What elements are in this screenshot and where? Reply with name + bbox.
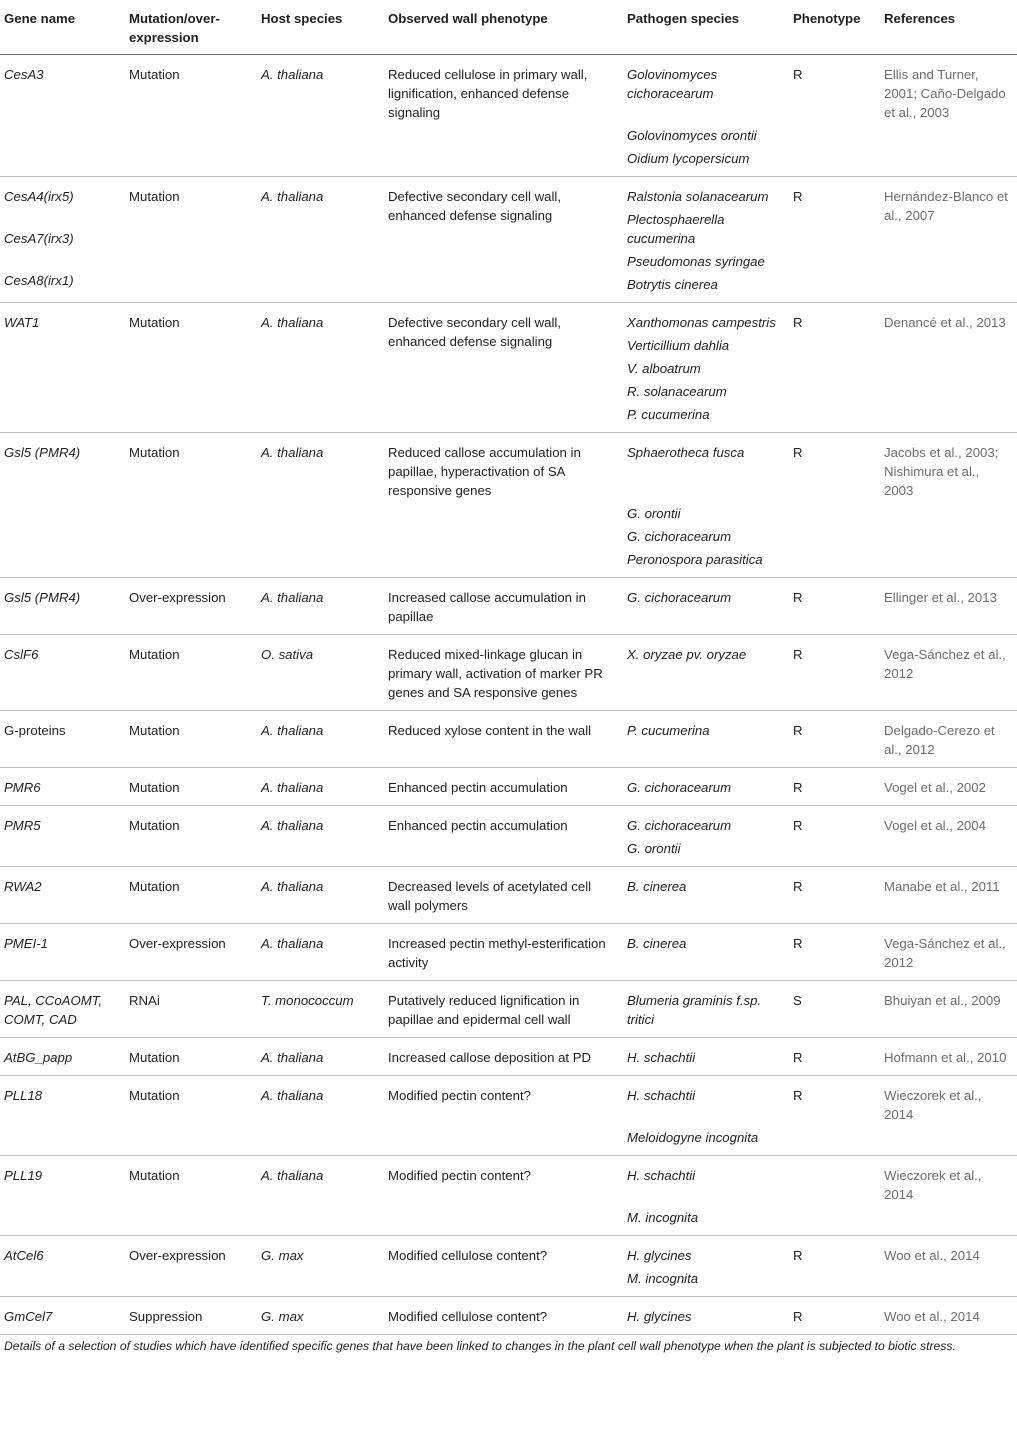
table-row bbox=[0, 1236, 1017, 1297]
table-row bbox=[0, 55, 1017, 177]
pathogen-name: G. orontii bbox=[627, 506, 681, 521]
mutation-cell: Mutation bbox=[125, 1076, 257, 1156]
pathogen-species-cell bbox=[623, 1038, 789, 1076]
pathogen-species-cell bbox=[623, 1297, 789, 1335]
wall-phenotype-cell: Putatively reduced lignification in papillae and epidermal cell wall bbox=[384, 981, 623, 1038]
gene-name: Gsl5 (PMR4) bbox=[4, 590, 81, 605]
host-species-cell: G. max bbox=[257, 1236, 384, 1297]
gene-name: CesA3 bbox=[4, 67, 44, 82]
pathogen-name: Plectosphaerella cucumerina bbox=[627, 212, 725, 246]
pathogen-species-cell bbox=[623, 433, 789, 578]
gene-name: AtBG_papp bbox=[4, 1050, 73, 1065]
phenotype-cell: S bbox=[789, 981, 880, 1038]
references-cell: Ellis and Turner, 2001; Caño-Delgado et al., 2003 bbox=[880, 55, 1017, 177]
gene-name: CesA7(irx3) bbox=[4, 231, 74, 246]
header-references: References bbox=[880, 0, 1017, 55]
gene-name-cell bbox=[0, 578, 125, 635]
table-row bbox=[0, 303, 1017, 433]
table-row bbox=[0, 806, 1017, 867]
pathogen-species-cell bbox=[623, 711, 789, 768]
pathogen-name: Peronospora parasitica bbox=[627, 552, 763, 567]
references-cell: Ellinger et al., 2013 bbox=[880, 578, 1017, 635]
table-row bbox=[0, 711, 1017, 768]
pathogen-species-cell bbox=[623, 1076, 789, 1156]
pathogen-species-cell bbox=[623, 806, 789, 867]
table-row bbox=[0, 1297, 1017, 1335]
table-caption: Details of a selection of studies which have identified specific genes that have been linked to changes in the plant cell wall phenotype when the plant is subjected to biotic stress. bbox=[4, 1339, 956, 1353]
pathogen-species-cell bbox=[623, 635, 789, 711]
pathogen-name: H. schachtii bbox=[627, 1168, 696, 1183]
references-cell: Vogel et al., 2004 bbox=[880, 806, 1017, 867]
host-species-cell: A. thaliana bbox=[257, 924, 384, 981]
mutation-cell: Mutation bbox=[125, 303, 257, 433]
wall-phenotype-cell: Enhanced pectin accumulation bbox=[384, 768, 623, 806]
host-species-cell: A. thaliana bbox=[257, 1076, 384, 1156]
mutation-cell: Mutation bbox=[125, 1156, 257, 1236]
header-phenotype: Phenotype bbox=[789, 0, 880, 55]
references-cell: Bhuiyan et al., 2009 bbox=[880, 981, 1017, 1038]
gene-name-cell bbox=[0, 1076, 125, 1156]
references-cell: Vogel et al., 2002 bbox=[880, 768, 1017, 806]
references-cell: Wieczorek et al., 2014 bbox=[880, 1156, 1017, 1236]
pathogen-name: G. cichoracearum bbox=[627, 590, 732, 605]
pathogen-species-cell bbox=[623, 981, 789, 1038]
pathogen-name: V. alboatrum bbox=[627, 361, 701, 376]
gene-name: PMEI-1 bbox=[4, 936, 48, 951]
phenotype-cell bbox=[789, 1156, 880, 1236]
wall-phenotype-cell: Increased callose accumulation in papillae bbox=[384, 578, 623, 635]
references-cell: Jacobs et al., 2003; Nishimura et al., 2003 bbox=[880, 433, 1017, 578]
phenotype-cell: R bbox=[789, 1076, 880, 1156]
references-cell: Woo et al., 2014 bbox=[880, 1236, 1017, 1297]
header-wall-phenotype: Observed wall phenotype bbox=[384, 0, 623, 55]
pathogen-name: Golovinomyces orontii bbox=[627, 128, 757, 143]
gene-name-cell bbox=[0, 177, 125, 303]
gene-name-cell bbox=[0, 924, 125, 981]
gene-name: PMR6 bbox=[4, 780, 41, 795]
host-species-cell: A. thaliana bbox=[257, 1038, 384, 1076]
gene-name: G-proteins bbox=[4, 723, 66, 738]
pathogen-name: P. cucumerina bbox=[627, 407, 710, 422]
pathogen-name: Xanthomonas campestris bbox=[627, 315, 776, 330]
pathogen-name: M. incognita bbox=[627, 1210, 699, 1225]
references-cell: Wieczorek et al., 2014 bbox=[880, 1076, 1017, 1156]
pathogen-species-cell bbox=[623, 924, 789, 981]
pathogen-name: Golovinomyces cichoracearum bbox=[627, 67, 718, 101]
table-row bbox=[0, 1076, 1017, 1156]
references-cell: Vega-Sánchez et al., 2012 bbox=[880, 924, 1017, 981]
gene-name-cell bbox=[0, 303, 125, 433]
pathogen-name: X. oryzae pv. oryzae bbox=[627, 647, 747, 662]
pathogen-name: Sphaerotheca fusca bbox=[627, 445, 745, 460]
host-species-cell: A. thaliana bbox=[257, 433, 384, 578]
mutation-cell: Suppression bbox=[125, 1297, 257, 1335]
host-species-cell: A. thaliana bbox=[257, 711, 384, 768]
pathogen-species-cell bbox=[623, 55, 789, 177]
pathogen-name: G. cichoracearum bbox=[627, 818, 732, 833]
gene-name: CesA8(irx1) bbox=[4, 273, 74, 288]
references-cell: Denancé et al., 2013 bbox=[880, 303, 1017, 433]
gene-name: PLL19 bbox=[4, 1168, 43, 1183]
header-gene-name: Gene name bbox=[0, 0, 125, 55]
table-row bbox=[0, 924, 1017, 981]
pathogen-name: H. glycines bbox=[627, 1248, 692, 1263]
phenotype-cell: R bbox=[789, 867, 880, 924]
host-species-cell: A. thaliana bbox=[257, 768, 384, 806]
mutation-cell: Mutation bbox=[125, 433, 257, 578]
gene-name-cell bbox=[0, 635, 125, 711]
gene-name-cell bbox=[0, 1297, 125, 1335]
wall-phenotype-cell: Reduced callose accumulation in papillae, hyperactivation of SA responsive genes bbox=[384, 433, 623, 578]
host-species-cell: O. sativa bbox=[257, 635, 384, 711]
gene-name: CesA4(irx5) bbox=[4, 189, 74, 204]
wall-phenotype-cell: Increased callose deposition at PD bbox=[384, 1038, 623, 1076]
table-row bbox=[0, 1156, 1017, 1236]
mutation-cell: Mutation bbox=[125, 768, 257, 806]
wall-phenotype-cell: Enhanced pectin accumulation bbox=[384, 806, 623, 867]
mutation-cell: Over-expression bbox=[125, 1236, 257, 1297]
pathogen-name: M. incognita bbox=[627, 1271, 699, 1286]
phenotype-cell: R bbox=[789, 768, 880, 806]
host-species-cell: A. thaliana bbox=[257, 806, 384, 867]
mutation-cell: Mutation bbox=[125, 635, 257, 711]
pathogen-species-cell bbox=[623, 578, 789, 635]
header-mutation: Mutation/over-expression bbox=[125, 0, 257, 55]
wall-phenotype-cell: Modified cellulose content? bbox=[384, 1236, 623, 1297]
gene-name-cell bbox=[0, 768, 125, 806]
pathogen-name: Ralstonia solanacearum bbox=[627, 189, 769, 204]
host-species-cell: A. thaliana bbox=[257, 578, 384, 635]
gene-name: RWA2 bbox=[4, 879, 42, 894]
gene-name: PLL18 bbox=[4, 1088, 43, 1103]
phenotype-cell: R bbox=[789, 177, 880, 303]
pathogen-species-cell bbox=[623, 768, 789, 806]
phenotype-cell: R bbox=[789, 711, 880, 768]
references-cell: Woo et al., 2014 bbox=[880, 1297, 1017, 1335]
wall-phenotype-cell: Reduced xylose content in the wall bbox=[384, 711, 623, 768]
phenotype-cell: R bbox=[789, 578, 880, 635]
pathogen-name: Blumeria graminis f.sp. tritici bbox=[627, 993, 762, 1027]
mutation-cell: Mutation bbox=[125, 1038, 257, 1076]
wall-phenotype-cell: Modified cellulose content? bbox=[384, 1297, 623, 1335]
gene-name: CslF6 bbox=[4, 647, 39, 662]
references-cell: Manabe et al., 2011 bbox=[880, 867, 1017, 924]
pathogen-name: Pseudomonas syringae bbox=[627, 254, 765, 269]
references-cell: Vega-Sánchez et al., 2012 bbox=[880, 635, 1017, 711]
gene-name-cell bbox=[0, 806, 125, 867]
gene-name-cell bbox=[0, 867, 125, 924]
gene-name: GmCel7 bbox=[4, 1309, 53, 1324]
gene-name-cell bbox=[0, 711, 125, 768]
phenotype-cell: R bbox=[789, 303, 880, 433]
wall-phenotype-cell: Modified pectin content? bbox=[384, 1156, 623, 1236]
table-row bbox=[0, 177, 1017, 303]
wall-phenotype-cell: Modified pectin content? bbox=[384, 1076, 623, 1156]
pathogen-name: Oidium lycopersicum bbox=[627, 151, 750, 166]
wall-phenotype-cell: Defective secondary cell wall, enhanced defense signaling bbox=[384, 177, 623, 303]
pathogen-species-cell bbox=[623, 867, 789, 924]
host-species-cell: A. thaliana bbox=[257, 55, 384, 177]
phenotype-cell: R bbox=[789, 924, 880, 981]
pathogen-species-cell bbox=[623, 1156, 789, 1236]
gene-name-cell bbox=[0, 55, 125, 177]
pathogen-name: Meloidogyne incognita bbox=[627, 1130, 759, 1145]
pathogen-name: Botrytis cinerea bbox=[627, 277, 718, 292]
header-host-species: Host species bbox=[257, 0, 384, 55]
header-row bbox=[0, 0, 1017, 55]
phenotype-cell: R bbox=[789, 1236, 880, 1297]
mutation-cell: Mutation bbox=[125, 55, 257, 177]
pathogen-name: H. schachtii bbox=[627, 1088, 696, 1103]
references-cell: Hofmann et al., 2010 bbox=[880, 1038, 1017, 1076]
pathogen-name: H. schachtii bbox=[627, 1050, 696, 1065]
pathogen-species-cell bbox=[623, 177, 789, 303]
pathogen-species-cell bbox=[623, 1236, 789, 1297]
gene-name-cell bbox=[0, 433, 125, 578]
phenotype-cell: R bbox=[789, 1038, 880, 1076]
gene-name-cell bbox=[0, 1236, 125, 1297]
header-pathogen-species: Pathogen species bbox=[623, 0, 789, 55]
mutation-cell: Over-expression bbox=[125, 578, 257, 635]
gene-name: Gsl5 (PMR4) bbox=[4, 445, 81, 460]
mutation-cell: Mutation bbox=[125, 806, 257, 867]
pathogen-name: G. cichoracearum bbox=[627, 529, 732, 544]
phenotype-cell: R bbox=[789, 433, 880, 578]
table-row bbox=[0, 867, 1017, 924]
mutation-cell: Mutation bbox=[125, 177, 257, 303]
wall-phenotype-cell: Reduced cellulose in primary wall, lignification, enhanced defense signaling bbox=[384, 55, 623, 177]
pathogen-name: B. cinerea bbox=[627, 879, 687, 894]
table-row bbox=[0, 433, 1017, 578]
pathogen-name: H. glycines bbox=[627, 1309, 692, 1324]
gene-name-cell bbox=[0, 981, 125, 1038]
mutation-cell: RNAi bbox=[125, 981, 257, 1038]
host-species-cell: A. thaliana bbox=[257, 303, 384, 433]
gene-name-cell bbox=[0, 1156, 125, 1236]
gene-name: PMR5 bbox=[4, 818, 41, 833]
gene-name: PAL, CCoAOMT, COMT, CAD bbox=[4, 993, 103, 1027]
phenotype-cell: R bbox=[789, 55, 880, 177]
mutation-cell: Mutation bbox=[125, 711, 257, 768]
table-row bbox=[0, 768, 1017, 806]
references-cell: Delgado-Cerezo et al., 2012 bbox=[880, 711, 1017, 768]
pathogen-name: B. cinerea bbox=[627, 936, 687, 951]
phenotype-cell: R bbox=[789, 806, 880, 867]
table-row bbox=[0, 635, 1017, 711]
table-body bbox=[0, 55, 1017, 1335]
host-species-cell: T. monococcum bbox=[257, 981, 384, 1038]
pathogen-name: P. cucumerina bbox=[627, 723, 710, 738]
pathogen-name: R. solanacearum bbox=[627, 384, 727, 399]
phenotype-cell: R bbox=[789, 1297, 880, 1335]
pathogen-species-cell bbox=[623, 303, 789, 433]
wall-phenotype-cell: Decreased levels of acetylated cell wall polymers bbox=[384, 867, 623, 924]
wall-phenotype-cell: Reduced mixed-linkage glucan in primary wall, activation of marker PR genes and SA responsive genes bbox=[384, 635, 623, 711]
host-species-cell: A. thaliana bbox=[257, 177, 384, 303]
host-species-cell: G. max bbox=[257, 1297, 384, 1335]
mutation-cell: Over-expression bbox=[125, 924, 257, 981]
pathogen-name: Verticillium dahlia bbox=[627, 338, 730, 353]
gene-name: WAT1 bbox=[4, 315, 40, 330]
gene-name-cell bbox=[0, 1038, 125, 1076]
wall-phenotype-cell: Increased pectin methyl-esterification activity bbox=[384, 924, 623, 981]
pathogen-name: G. orontii bbox=[627, 841, 681, 856]
phenotype-cell: R bbox=[789, 635, 880, 711]
table-row bbox=[0, 578, 1017, 635]
host-species-cell: A. thaliana bbox=[257, 1156, 384, 1236]
gene-name: AtCel6 bbox=[4, 1248, 44, 1263]
mutation-cell: Mutation bbox=[125, 867, 257, 924]
pathogen-name: G. cichoracearum bbox=[627, 780, 732, 795]
wall-phenotype-cell: Defective secondary cell wall, enhanced defense signaling bbox=[384, 303, 623, 433]
host-species-cell: A. thaliana bbox=[257, 867, 384, 924]
references-cell: Hernández-Blanco et al., 2007 bbox=[880, 177, 1017, 303]
table-row bbox=[0, 981, 1017, 1038]
table-row bbox=[0, 1038, 1017, 1076]
